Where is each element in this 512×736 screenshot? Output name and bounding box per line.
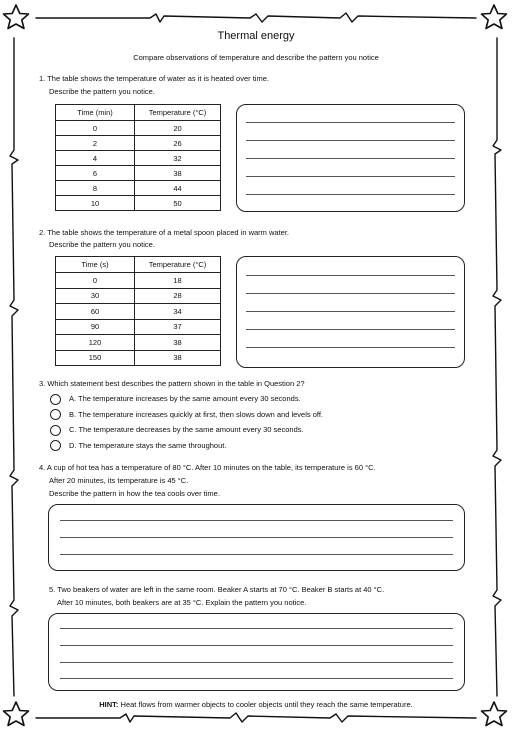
table-cell: 28 bbox=[135, 288, 221, 304]
q2-instruction: Describe the pattern you notice. bbox=[49, 240, 155, 249]
option-b-label: B. The temperature increases quickly at first, then slows down and levels off. bbox=[69, 410, 324, 419]
q2-prompt: 2. The table shows the temperature of a metal spoon placed in warm water. bbox=[39, 228, 289, 237]
answer-line bbox=[246, 122, 455, 123]
table-cell: 32 bbox=[135, 151, 221, 166]
table-cell: 38 bbox=[135, 166, 221, 181]
star-icon bbox=[482, 5, 507, 29]
table-cell: 6 bbox=[56, 166, 135, 181]
answer-line bbox=[60, 628, 453, 629]
table-cell: 50 bbox=[135, 196, 221, 211]
table-row bbox=[56, 335, 221, 351]
q5-prompt-cont: After 10 minutes, both beakers are at 35 °C. Explain the pattern you notice. bbox=[57, 598, 307, 607]
table-row bbox=[56, 166, 221, 181]
hint-body: Heat flows from warmer objects to cooler objects until they reach the same temperature. bbox=[118, 700, 413, 709]
answer-line bbox=[246, 293, 455, 294]
q4-prompt: 4. A cup of hot tea has a temperature of 80 °C. After 10 minutes on the table, its temperature is 60 °C. bbox=[39, 463, 376, 472]
table-cell: 34 bbox=[135, 304, 221, 320]
table-cell: 8 bbox=[56, 181, 135, 196]
answer-line bbox=[246, 347, 455, 348]
table-header: Time (min) bbox=[56, 105, 135, 121]
option-b-radio[interactable] bbox=[50, 409, 61, 420]
table-cell: 0 bbox=[56, 121, 135, 136]
answer-line bbox=[60, 554, 453, 555]
table-cell: 150 bbox=[56, 350, 135, 366]
table-cell: 37 bbox=[135, 319, 221, 335]
answer-line bbox=[246, 275, 455, 276]
table-row bbox=[56, 273, 221, 289]
answer-line bbox=[246, 158, 455, 159]
table-row bbox=[56, 151, 221, 166]
q1-instruction: Describe the pattern you notice. bbox=[49, 87, 155, 96]
table-cell: 18 bbox=[135, 273, 221, 289]
option-c-label: C. The temperature decreases by the same amount every 30 seconds. bbox=[69, 425, 304, 434]
option-d-label: D. The temperature stays the same throughout. bbox=[69, 441, 227, 450]
table-cell: 44 bbox=[135, 181, 221, 196]
table-cell: 0 bbox=[56, 273, 135, 289]
table-row bbox=[56, 304, 221, 320]
answer-line bbox=[246, 329, 455, 330]
q5-answer-box[interactable] bbox=[48, 613, 465, 691]
table-header: Temperature (°C) bbox=[135, 257, 221, 273]
table-row bbox=[56, 136, 221, 151]
page-subtitle: Compare observations of temperature and describe the pattern you notice bbox=[133, 53, 379, 62]
page-title: Thermal energy bbox=[217, 30, 295, 42]
q1-prompt: 1. The table shows the temperature of water as it is heated over time. bbox=[39, 74, 269, 83]
answer-line bbox=[246, 194, 455, 195]
answer-line bbox=[246, 176, 455, 177]
table-row bbox=[56, 181, 221, 196]
hint-text bbox=[0, 700, 512, 709]
option-c-radio[interactable] bbox=[50, 425, 61, 436]
table-row bbox=[56, 350, 221, 366]
table-cell: 60 bbox=[56, 304, 135, 320]
answer-line bbox=[60, 520, 453, 521]
table-header: Time (s) bbox=[56, 257, 135, 273]
star-icon bbox=[4, 5, 29, 29]
option-a-radio[interactable] bbox=[50, 394, 61, 405]
option-d-radio[interactable] bbox=[50, 440, 61, 451]
answer-line bbox=[60, 662, 453, 663]
table-cell: 10 bbox=[56, 196, 135, 211]
answer-line bbox=[60, 645, 453, 646]
q1-table bbox=[55, 104, 221, 211]
option-a-label: A. The temperature increases by the same amount every 30 seconds. bbox=[69, 394, 301, 403]
q5-prompt: 5. Two beakers of water are left in the same room. Beaker A starts at 70 °C. Beaker B starts at 40 °C. bbox=[49, 585, 385, 594]
table-cell: 20 bbox=[135, 121, 221, 136]
q4-prompt-cont: After 20 minutes, its temperature is 45 °C. bbox=[49, 476, 189, 485]
table-cell: 120 bbox=[56, 335, 135, 351]
table-row bbox=[56, 319, 221, 335]
answer-line bbox=[60, 678, 453, 679]
table-cell: 2 bbox=[56, 136, 135, 151]
table-cell: 38 bbox=[135, 335, 221, 351]
table-row bbox=[56, 121, 221, 136]
table-row bbox=[56, 288, 221, 304]
table-cell: 26 bbox=[135, 136, 221, 151]
table-cell: 38 bbox=[135, 350, 221, 366]
answer-line bbox=[246, 311, 455, 312]
hint-label: HINT: bbox=[99, 700, 119, 709]
answer-line bbox=[60, 537, 453, 538]
answer-line bbox=[246, 140, 455, 141]
q2-table bbox=[55, 256, 221, 366]
table-cell: 90 bbox=[56, 319, 135, 335]
table-cell: 30 bbox=[56, 288, 135, 304]
table-cell: 4 bbox=[56, 151, 135, 166]
q3-prompt: 3. Which statement best describes the pattern shown in the table in Question 2? bbox=[39, 379, 305, 388]
q2-answer-box[interactable] bbox=[236, 256, 465, 368]
table-row bbox=[56, 196, 221, 211]
table-header: Temperature (°C) bbox=[135, 105, 221, 121]
q4-instruction: Describe the pattern in how the tea cools over time. bbox=[49, 489, 220, 498]
